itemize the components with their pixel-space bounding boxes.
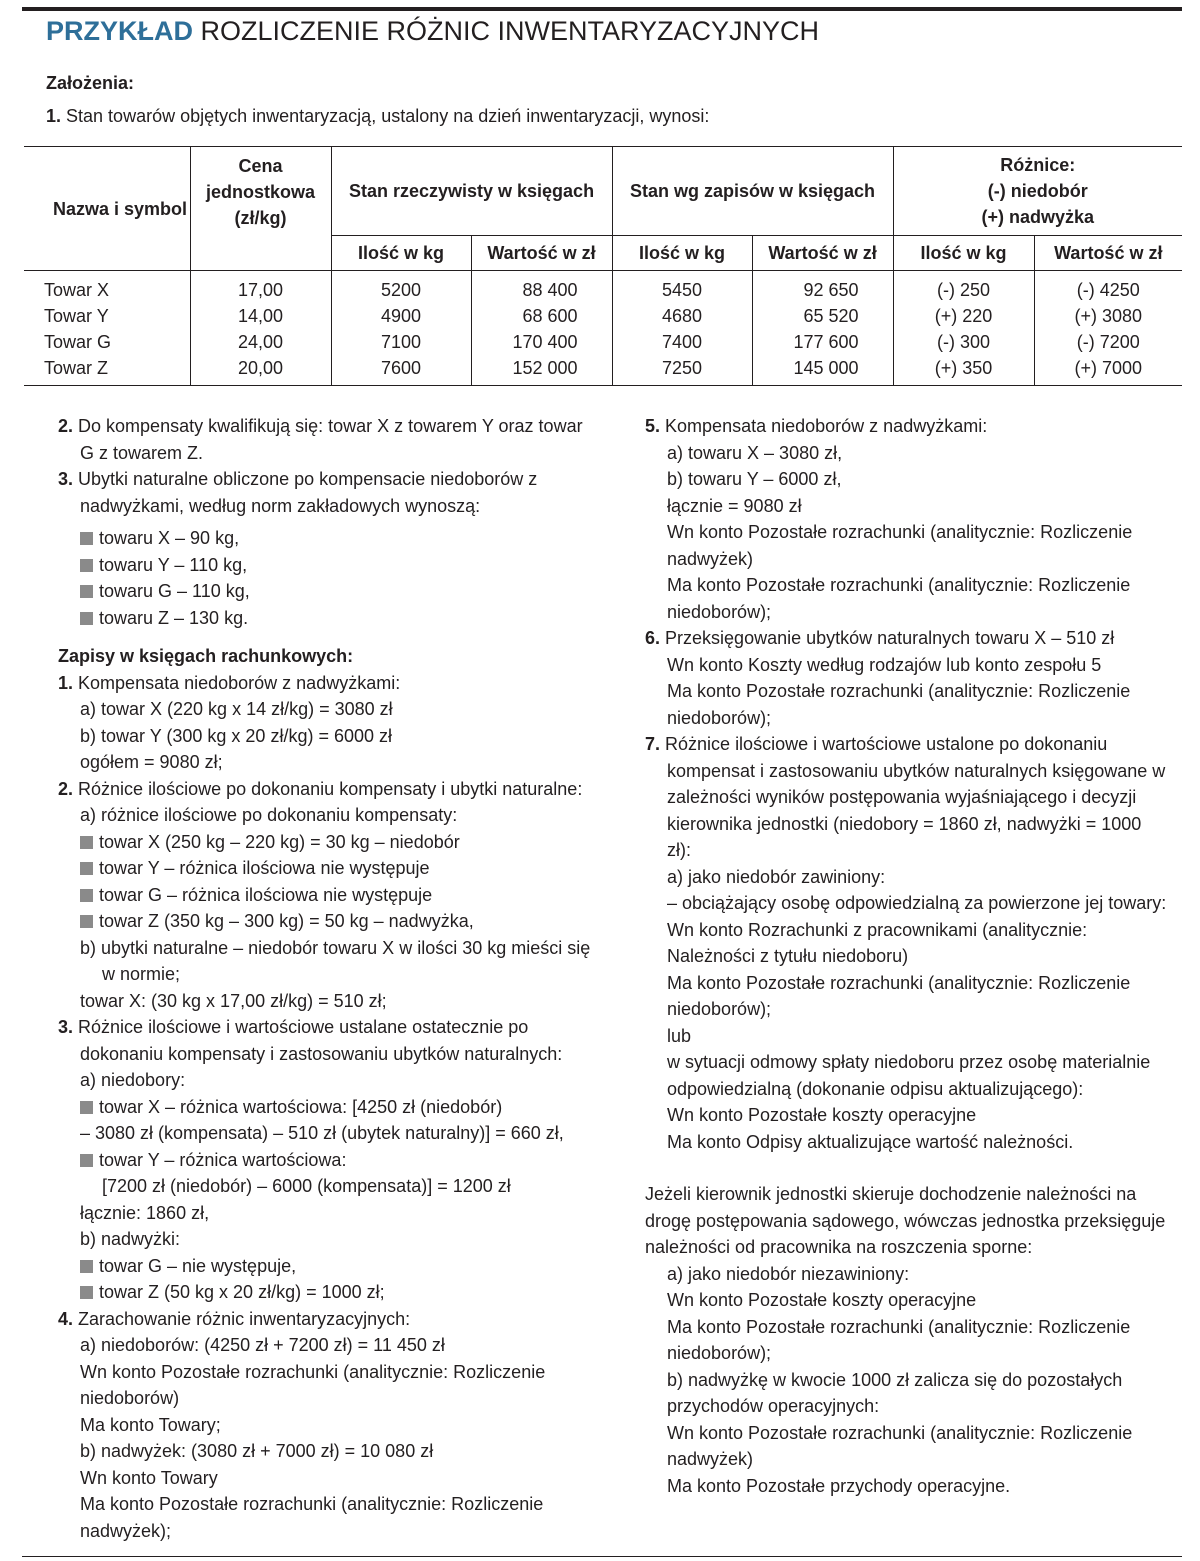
- bottom-rule: [22, 1556, 1182, 1557]
- entry-2-b: b) ubytki naturalne – niedobór towaru X w ilości 30 kg mieści się w normie;: [80, 937, 591, 984]
- cell-name: Towar Y: [24, 303, 190, 329]
- entry-6-wn: Wn konto Koszty według rodzajów lub konto zespołu 5: [667, 654, 1102, 675]
- entry-6-ma: Ma konto Pozostałe rozrachunki (analitycznie: Rozliczenie niedoborów);: [667, 681, 1131, 728]
- header-records: Stan wg zapisów w księgach: [612, 147, 893, 236]
- entry-5-total: łącznie = 9080 zł: [667, 495, 802, 516]
- list-item: towar Z (50 kg x 20 zł/kg) = 1000 zł;: [58, 1279, 598, 1306]
- entry-2-a: a) różnice ilościowe po dokonaniu kompensaty:: [80, 805, 458, 825]
- inventory-table: [24, 146, 1182, 386]
- list-item: towar X (250 kg – 220 kg) = 30 kg – niedobór: [58, 829, 598, 856]
- bullet-square-icon: [80, 1286, 93, 1299]
- entry-7-a-desc: – obciążający osobę odpowiedzialną za powierzone jej towary:: [667, 893, 1167, 913]
- cell-price: 14,00: [190, 303, 331, 329]
- entry-4-a: a) niedoborów: (4250 zł + 7200 zł) = 11 450 zł: [80, 1335, 445, 1355]
- table-row: [24, 303, 1182, 329]
- cell-price: 17,00: [190, 271, 331, 304]
- cell-price: 20,00: [190, 355, 331, 386]
- bullet-square-icon: [80, 836, 93, 849]
- entry-4-b: b) nadwyżek: (3080 zł + 7000 zł) = 10 080 zł: [80, 1441, 434, 1461]
- cell-act-qty: 7100: [331, 329, 471, 355]
- cell-diff-val: (-) 4250: [1076, 280, 1140, 300]
- entry-1: 1. Kompensata niedoborów z nadwyżkami:: [58, 672, 401, 693]
- cell-act-val: 88 400: [471, 271, 612, 304]
- entry-4: 4. Zarachowanie różnic inwentaryzacyjnych:: [58, 1308, 411, 1329]
- cell-act-val: 170 400: [471, 329, 612, 355]
- page-title: [46, 14, 819, 48]
- title-keyword: PRZYKŁAD: [46, 16, 193, 46]
- entry-7-or-wn: Wn konto Pozostałe koszty operacyjne: [667, 1105, 977, 1125]
- cell-act-qty: 5200: [331, 271, 471, 304]
- losses-list: [58, 525, 598, 631]
- entry-7-a-wn: Wn konto Rozrachunki z pracownikami (analitycznie: Należności z tytułu niedoboru): [667, 919, 1088, 966]
- court-b-ma: Ma konto Pozostałe przychody operacyjne.: [667, 1475, 1011, 1496]
- court-a-ma: Ma konto Pozostałe rozrachunki (analitycznie: Rozliczenie niedoborów);: [667, 1316, 1131, 1363]
- list-item: towar Z (350 kg – 300 kg) = 50 kg – nadwyżka,: [58, 908, 598, 935]
- assumptions-heading: Założenia:: [46, 73, 135, 93]
- cell-name: Towar Z: [24, 355, 190, 386]
- entry-7-a-ma: Ma konto Pozostałe rozrachunki (analitycznie: Rozliczenie niedoborów);: [667, 972, 1131, 1019]
- list-item: towaru Z – 130 kg.: [58, 605, 598, 632]
- entry-4-a-ma: Ma konto Towary;: [80, 1414, 221, 1435]
- bullet-square-icon: [80, 585, 93, 598]
- cell-rec-val: 92 650: [752, 271, 893, 304]
- entry-3-a1-cont: – 3080 zł (kompensata) – 510 zł (ubytek naturalny)] = 660 zł,: [80, 1123, 564, 1143]
- entry-1-total: ogółem = 9080 zł;: [80, 752, 223, 772]
- entry-3-a2-cont: [7200 zł (niedobór) – 6000 (kompensata)] = 1200 zł: [102, 1176, 511, 1196]
- header-records-qty: Ilość w kg: [612, 236, 752, 271]
- entry-4-b-ma: Ma konto Pozostałe rozrachunki (analitycznie: Rozliczenie nadwyżek);: [80, 1494, 544, 1541]
- cell-act-val: 68 600: [471, 303, 612, 329]
- entry-7: 7. Różnice ilościowe i wartościowe ustalone po dokonaniu kompensat i zastosowaniu ubytków naturalnych księgowane w zależności wyników postępowania wyjaśniającego i decyzji kierownika jednostki (niedobory = 1860 zł, nadwyżki = 1000 zł):: [645, 734, 1166, 860]
- list-item: towaru Y – 110 kg,: [58, 552, 598, 579]
- cell-act-val: 152 000: [471, 355, 612, 386]
- table-row: [24, 329, 1182, 355]
- entry-7-a: a) jako niedobór zawiniony:: [667, 866, 886, 887]
- list-item: towar G – nie występuje,: [58, 1253, 598, 1280]
- header-actual-qty: Ilość w kg: [331, 236, 471, 271]
- court-a-wn: Wn konto Pozostałe koszty operacyjne: [667, 1290, 977, 1310]
- cell-diff-qty: (-) 250: [893, 271, 1034, 304]
- left-column: [58, 413, 598, 1544]
- cell-diff-val: (-) 7200: [1076, 332, 1140, 352]
- entry-3-b: b) nadwyżki:: [80, 1229, 181, 1249]
- header-diff-value: Wartość w zł: [1034, 236, 1182, 271]
- cell-name: Towar X: [24, 271, 190, 304]
- entry-7-or-ma: Ma konto Odpisy aktualizujące wartość należności.: [667, 1131, 1074, 1152]
- cell-diff-qty: (-) 300: [893, 329, 1034, 355]
- entry-5-b: b) towaru Y – 6000 zł,: [667, 469, 842, 489]
- entry-4-a-wn: Wn konto Pozostałe rozrachunki (analitycznie: Rozliczenie niedoborów): [80, 1361, 546, 1408]
- header-actual-value: Wartość w zł: [471, 236, 612, 271]
- bullet-square-icon: [80, 559, 93, 572]
- list-item: towaru X – 90 kg,: [58, 525, 598, 552]
- bullet-square-icon: [80, 1101, 93, 1114]
- list-item: towar X – różnica wartościowa: [4250 zł (niedobór): [58, 1094, 598, 1121]
- cell-rec-qty: 5450: [612, 271, 752, 304]
- bullet-square-icon: [80, 1260, 93, 1273]
- assumption-point-2: 2. Do kompensaty kwalifikują się: towar X z towarem Y oraz towar G z towarem Z.: [58, 416, 583, 463]
- court-a: a) jako niedobór niezawiniony:: [667, 1263, 910, 1284]
- court-b: b) nadwyżkę w kwocie 1000 zł zalicza się do pozostałych przychodów operacyjnych:: [667, 1369, 1123, 1416]
- header-price: Cena jednostkowa (zł/kg): [190, 147, 331, 271]
- cell-act-qty: 4900: [331, 303, 471, 329]
- list-item: towar Y – różnica wartościowa:: [58, 1147, 598, 1174]
- cell-rec-val: 65 520: [752, 303, 893, 329]
- entries-heading: Zapisy w księgach rachunkowych:: [58, 646, 354, 666]
- right-column: [645, 413, 1170, 1499]
- bullet-square-icon: [80, 889, 93, 902]
- entry-3-a: a) niedobory:: [80, 1070, 186, 1090]
- entry-1-b: b) towar Y (300 kg x 20 zł/kg) = 6000 zł: [80, 725, 393, 746]
- title-text: ROZLICZENIE RÓŻNIC INWENTARYZACYJNYCH: [200, 16, 820, 46]
- entry-3: 3. Różnice ilościowe i wartościowe ustalane ostatecznie po dokonaniu kompensaty i zastosowaniu ubytków naturalnych:: [58, 1017, 563, 1064]
- bullet-square-icon: [80, 862, 93, 875]
- entry-6: 6. Przeksięgowanie ubytków naturalnych towaru X – 510 zł: [645, 628, 1115, 648]
- top-rule: [22, 7, 1182, 11]
- cell-rec-val: 145 000: [752, 355, 893, 386]
- cell-rec-qty: 4680: [612, 303, 752, 329]
- header-name: Nazwa i symbol: [24, 147, 190, 271]
- entry-5-ma: Ma konto Pozostałe rozrachunki (analitycznie: Rozliczenie niedoborów);: [667, 575, 1131, 622]
- assumption-point-3: 3. Ubytki naturalne obliczone po kompensacie niedoborów z nadwyżkami, według norm zakładowych wynoszą:: [58, 469, 538, 516]
- cell-rec-qty: 7250: [612, 355, 752, 386]
- cell-rec-qty: 7400: [612, 329, 752, 355]
- bullet-square-icon: [80, 1154, 93, 1167]
- cell-diff-qty: (+) 350: [893, 355, 1034, 386]
- table-row: [24, 355, 1182, 386]
- bullet-square-icon: [80, 532, 93, 545]
- entry-3-total: łącznie: 1860 zł,: [80, 1202, 210, 1223]
- cell-name: Towar G: [24, 329, 190, 355]
- bullet-square-icon: [80, 915, 93, 928]
- cell-diff-val: (+) 3080: [1074, 306, 1143, 326]
- entry-2: 2. Różnice ilościowe po dokonaniu kompensaty i ubytki naturalne:: [58, 778, 583, 799]
- entry-2-calc: towar X: (30 kg x 17,00 zł/kg) = 510 zł;: [80, 990, 387, 1011]
- cell-act-qty: 7600: [331, 355, 471, 386]
- entry-7-or: lub: [667, 1025, 692, 1046]
- list-item: towar G – różnica ilościowa nie występuje: [58, 882, 598, 909]
- header-diff: Różnice: (-) niedobór (+) nadwyżka: [893, 147, 1182, 236]
- cell-diff-val: (+) 7000: [1074, 358, 1143, 378]
- list-item: towar Y – różnica ilościowa nie występuje: [58, 855, 598, 882]
- entry-1-a: a) towar X (220 kg x 14 zł/kg) = 3080 zł: [80, 699, 393, 719]
- entry-5-a: a) towaru X – 3080 zł,: [667, 442, 843, 463]
- court-paragraph: Jeżeli kierownik jednostki skieruje dochodzenie należności na drogę postępowania sądowego, wówczas jednostka przeksięguje należności od pracownika na roszczenia sporne:: [645, 1184, 1166, 1257]
- header-diff-qty: Ilość w kg: [893, 236, 1034, 271]
- assumption-point-1: 1. Stan towarów objętych inwentaryzacją, ustalony na dzień inwentaryzacji, wynosi:: [46, 106, 710, 126]
- list-item: towaru G – 110 kg,: [58, 578, 598, 605]
- entry-4-b-wn: Wn konto Towary: [80, 1467, 218, 1488]
- entry-7-or-desc: w sytuacji odmowy spłaty niedoboru przez osobę materialnie odpowiedzialną (dokonanie odpisu aktualizującego):: [667, 1052, 1151, 1099]
- bullet-square-icon: [80, 612, 93, 625]
- header-records-value: Wartość w zł: [752, 236, 893, 271]
- header-actual: Stan rzeczywisty w księgach: [331, 147, 612, 236]
- table-row: [24, 271, 1182, 304]
- court-b-wn: Wn konto Pozostałe rozrachunki (analitycznie: Rozliczenie nadwyżek): [667, 1422, 1133, 1469]
- cell-diff-qty: (+) 220: [893, 303, 1034, 329]
- cell-rec-val: 177 600: [752, 329, 893, 355]
- entry-5-wn: Wn konto Pozostałe rozrachunki (analitycznie: Rozliczenie nadwyżek): [667, 522, 1133, 569]
- entry-5: 5. Kompensata niedoborów z nadwyżkami:: [645, 416, 988, 436]
- cell-price: 24,00: [190, 329, 331, 355]
